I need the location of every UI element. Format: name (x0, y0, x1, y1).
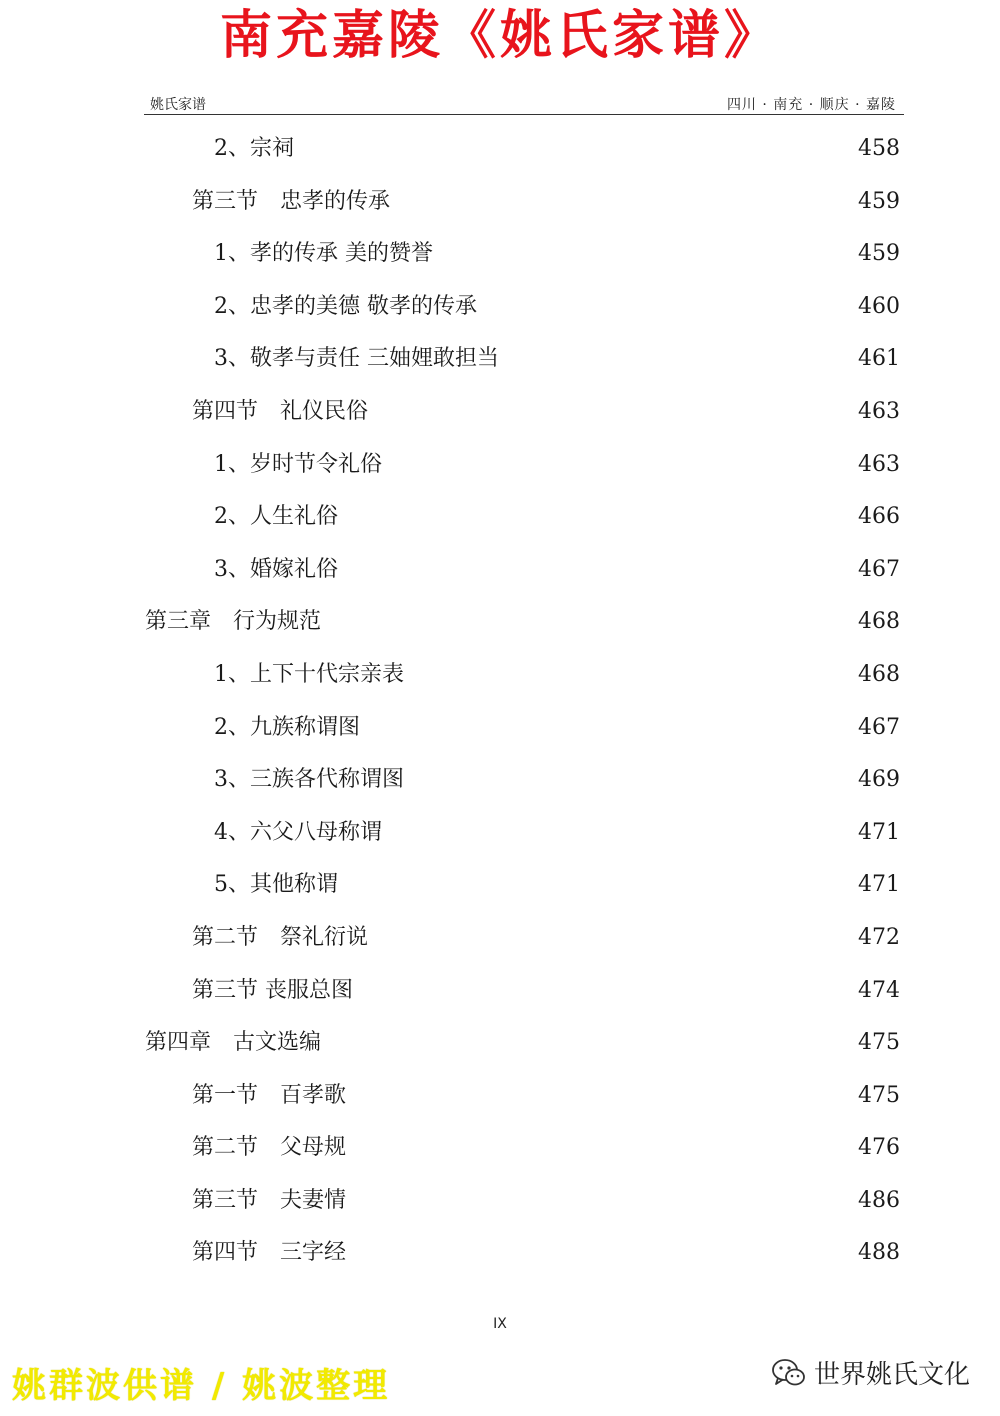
footer-account-name: 世界姚氏文化 (813, 1360, 970, 1390)
banner-title: 南充嘉陵《姚氏家谱》 (219, 6, 780, 66)
toc-entry-title: 第四节 三字经 (192, 1240, 347, 1266)
toc-entry-title: 3、敬孝与责任 三妯娌敢担当 (214, 346, 499, 372)
toc-entry (0, 753, 1000, 806)
toc-entry-page: 486 (858, 1187, 900, 1213)
toc-entry (0, 122, 1000, 175)
toc-entry-title: 3、三族各代称谓图 (214, 767, 404, 793)
toc-entry-page: 471 (858, 872, 900, 898)
footer-credit: 姚群波供谱 / 姚波整理 (12, 1366, 391, 1406)
toc-entry-page: 468 (858, 661, 900, 687)
wechat-icon (772, 1358, 806, 1388)
toc-entry (0, 438, 1000, 491)
toc-entry (0, 648, 1000, 701)
toc-entry-page: 488 (858, 1240, 900, 1266)
toc-entry-page: 471 (858, 819, 900, 845)
toc-entry-title: 第一节 百孝歌 (192, 1082, 347, 1108)
toc-entry-title: 1、上下十代宗亲表 (214, 661, 404, 687)
toc-entry (0, 1016, 1000, 1069)
toc-entry-page: 458 (858, 136, 900, 161)
toc-entry (0, 543, 1000, 596)
toc-entry-title: 3、婚嫁礼俗 (214, 556, 338, 582)
toc-entry-page: 475 (858, 1030, 900, 1056)
toc-entry (0, 1174, 1000, 1227)
toc-entry-page: 459 (858, 188, 900, 214)
toc-entry-title: 第三节 丧服总图 (192, 977, 353, 1003)
toc-entry-title: 第四节 礼仪民俗 (192, 398, 369, 424)
header-rule (144, 114, 904, 115)
toc-entry-page: 463 (858, 398, 900, 424)
toc-entry (0, 332, 1000, 385)
toc-entry-page: 475 (858, 1082, 900, 1108)
toc-entry (0, 964, 1000, 1017)
toc-entry (0, 175, 1000, 228)
toc-entry-page: 466 (858, 504, 900, 530)
toc-entry-title: 第二节 祭礼衍说 (192, 924, 369, 950)
toc-entry-title: 第四章 古文选编 (145, 1030, 322, 1056)
toc-entry-page: 469 (858, 767, 900, 793)
toc-entry (0, 1226, 1000, 1279)
toc-entry-page: 468 (858, 609, 900, 635)
toc-entry-title: 第三节 忠孝的传承 (192, 188, 391, 214)
toc-entry-page: 476 (858, 1135, 900, 1161)
toc-entry (0, 806, 1000, 859)
toc-entry (0, 858, 1000, 911)
toc-entry (0, 1069, 1000, 1122)
page-number: IX (493, 1316, 507, 1332)
running-head-left: 姚氏家谱 (150, 97, 206, 113)
toc-entry-page: 461 (858, 346, 900, 372)
toc-entry-title: 第二节 父母规 (192, 1135, 347, 1161)
toc-entry-page: 467 (858, 714, 900, 740)
toc-entry-title: 2、人生礼俗 (214, 504, 338, 530)
toc-entry (0, 595, 1000, 648)
toc-entry-title: 5、其他称谓 (214, 872, 338, 898)
toc-entry (0, 701, 1000, 754)
toc-entry-title: 2、九族称谓图 (214, 714, 360, 740)
toc-entry (0, 911, 1000, 964)
table-of-contents (0, 122, 1000, 1279)
toc-entry-page: 474 (858, 977, 900, 1003)
toc-entry-page: 463 (858, 451, 900, 477)
toc-entry-title: 2、宗祠 (214, 136, 294, 161)
toc-entry-title: 4、六父八母称谓 (214, 819, 382, 845)
toc-entry (0, 1121, 1000, 1174)
toc-entry-page: 467 (858, 556, 900, 582)
footer-account (772, 1354, 970, 1391)
toc-entry-title: 1、岁时节令礼俗 (214, 451, 382, 477)
toc-entry-page: 459 (858, 241, 900, 267)
toc-entry (0, 385, 1000, 438)
running-head-right: 四川 · 南充 · 顺庆 · 嘉陵 (726, 97, 896, 113)
toc-entry-title: 第三章 行为规范 (145, 609, 322, 635)
toc-entry-title: 1、孝的传承 美的赞誉 (214, 241, 433, 267)
toc-entry (0, 227, 1000, 280)
toc-entry (0, 490, 1000, 543)
toc-entry-page: 472 (858, 924, 900, 950)
toc-entry-title: 2、忠孝的美德 敬孝的传承 (214, 293, 477, 319)
toc-entry (0, 280, 1000, 333)
toc-entry-page: 460 (858, 293, 900, 319)
toc-entry-title: 第三节 夫妻情 (192, 1187, 347, 1213)
